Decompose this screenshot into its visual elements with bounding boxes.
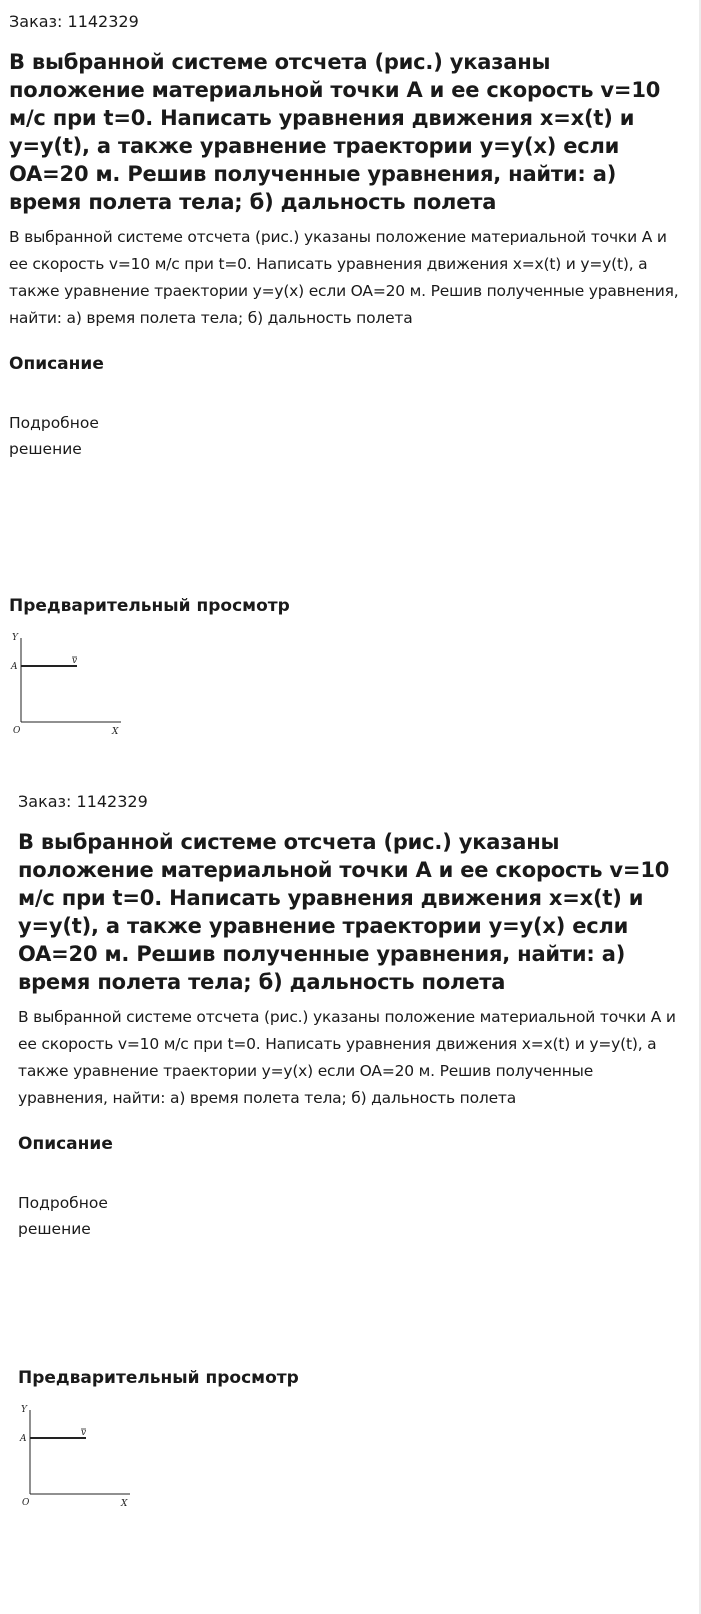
description-heading: Описание — [9, 354, 104, 374]
preview-figure — [18, 1398, 138, 1508]
point-label: A — [20, 1434, 27, 1444]
x-axis-label: X — [121, 1499, 128, 1508]
y-axis-label: Y — [12, 633, 18, 643]
preview-heading: Предварительный просмотр — [9, 596, 290, 616]
description-text: Подробное решение — [18, 1194, 108, 1238]
order-number: Заказ: 1142329 — [18, 792, 148, 811]
problem-title: В выбранной системе отсчета (рис.) указаны положение материальной точки А и ее скорость v=10 м/с при t=0. Написать уравнения движения x=x(t) и y=y(t), а также уравнение траектории y=y(x) если OA=20 м. Решив полученные уравнения, найти: а) время полета тела; б) дальность полета — [9, 50, 661, 214]
description-text: Подробное решение — [9, 414, 99, 458]
vector-label: v — [81, 1428, 87, 1438]
x-axis-label: X — [112, 727, 119, 736]
point-label: A — [11, 662, 18, 672]
problem-text: В выбранной системе отсчета (рис.) указаны положение материальной точки А и ее скорость v=10 м/с при t=0. Написать уравнения движения x=x(t) и y=y(t), а также уравнение траектории y=y(x) если OA=20 м. Решив полученные уравнения, найти: а) время полета тела; б) дальность полета — [9, 228, 679, 327]
order-entry-1 — [9, 10, 679, 736]
vector-label: v — [72, 656, 78, 666]
y-axis-label: Y — [21, 1405, 27, 1415]
order-number: Заказ: 1142329 — [9, 12, 139, 31]
origin-label: O — [22, 1498, 30, 1508]
coordinate-diagram — [18, 1398, 138, 1508]
coordinate-diagram — [9, 626, 129, 736]
preview-figure — [9, 626, 129, 736]
origin-label: O — [13, 726, 21, 736]
preview-heading: Предварительный просмотр — [18, 1368, 299, 1388]
problem-title: В выбранной системе отсчета (рис.) указаны положение материальной точки А и ее скорость v=10 м/с при t=0. Написать уравнения движения x=x(t) и y=y(t), а также уравнение траектории y=y(x) если OA=20 м. Решив полученные уравнения, найти: а) время полета тела; б) дальность полета — [18, 830, 670, 994]
order-entry-2 — [18, 790, 683, 1508]
description-heading: Описание — [18, 1134, 113, 1154]
problem-text: В выбранной системе отсчета (рис.) указаны положение материальной точки А и ее скорость v=10 м/с при t=0. Написать уравнения движения x=x(t) и y=y(t), а также уравнение траектории y=y(x) если OA=20 м. Решив полученные уравнения, найти: а) время полета тела; б) дальность полета — [18, 1008, 676, 1107]
